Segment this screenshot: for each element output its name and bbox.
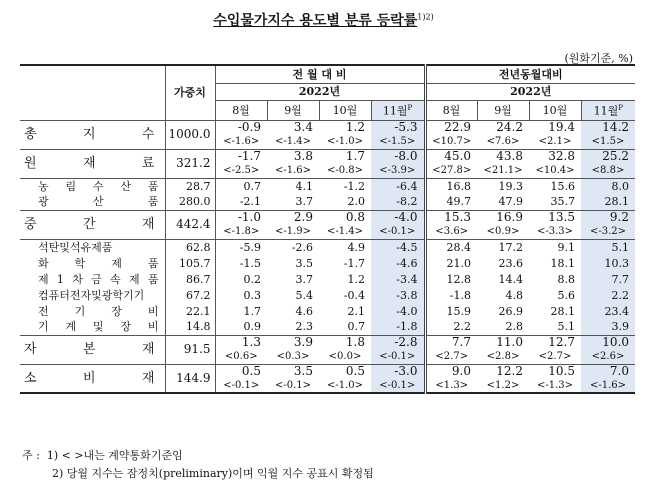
cell-mom-contract: <-1.0> [326, 380, 364, 391]
row-weight: 1000.0 [165, 120, 215, 149]
cell-yoy-contract: <10.7> [425, 135, 477, 149]
cell-yoy: 22.9 [425, 120, 477, 135]
cell-mom: 1.2 [345, 120, 365, 135]
cell-yoy: 28.1 [581, 194, 635, 210]
cell-mom-contract: <-0.1> [371, 225, 425, 239]
cell-yoy: 21.0 [425, 255, 477, 271]
table-row [20, 287, 635, 303]
header-year-mom: 2022년 [215, 83, 425, 100]
cell-yoy: 49.7 [425, 194, 477, 210]
cell-yoy: 8.8 [557, 272, 575, 286]
row-label: 석탄및석유제품 [38, 240, 113, 254]
cell-mom: 4.6 [295, 304, 313, 318]
cell-mom: -4.0 [371, 303, 425, 319]
cell-yoy: 47.9 [498, 195, 523, 209]
cell-yoy: 10.3 [581, 255, 635, 271]
cell-mom-contract: <-0.1> [215, 379, 267, 393]
row-label: 기 계 및 장 비 [38, 320, 159, 334]
footnotes [22, 447, 374, 483]
cell-mom: 2.9 [293, 210, 313, 225]
cell-mom-contract: <0.3> [276, 351, 310, 363]
cell-yoy: 19.3 [498, 179, 523, 193]
cell-mom: 0.7 [215, 178, 267, 194]
cell-mom: -1.0 [215, 210, 267, 225]
cell-mom: -3.0 [371, 364, 425, 379]
cell-yoy: 2.2 [581, 287, 635, 303]
table-row [20, 335, 635, 350]
cell-yoy-contract: <0.9> [486, 226, 520, 238]
cell-yoy: 19.4 [548, 120, 575, 135]
row-weight: 91.5 [165, 335, 215, 364]
row-label: 광 산 품 [38, 195, 159, 209]
cell-yoy-contract: <-3.3> [536, 226, 574, 238]
cell-yoy-contract: <27.8> [425, 164, 477, 178]
cell-yoy: 15.9 [425, 303, 477, 319]
header-blank [20, 65, 165, 120]
header-month: 8월 [215, 100, 267, 120]
header-month: 9월 [477, 100, 529, 120]
cell-mom-contract: <-2.5> [215, 164, 267, 178]
cell-yoy-contract: <2.1> [538, 136, 572, 148]
cell-mom: 3.7 [295, 195, 313, 209]
cell-yoy: 15.3 [425, 210, 477, 225]
cell-yoy-contract: <7.6> [486, 136, 520, 148]
cell-mom: 0.9 [215, 319, 267, 335]
cell-yoy-contract: <2.6> [581, 350, 635, 364]
cell-mom: 1.7 [345, 149, 365, 164]
cell-mom: 3.9 [293, 335, 313, 350]
cell-yoy: 12.8 [425, 271, 477, 287]
cell-mom: 1.7 [215, 303, 267, 319]
header-month: 9월 [267, 100, 319, 120]
cell-yoy-contract: <10.4> [535, 165, 575, 177]
cell-yoy: 5.1 [581, 239, 635, 255]
cell-yoy: 9.2 [581, 210, 635, 225]
cell-mom: -2.6 [291, 240, 313, 254]
row-weight: 144.9 [165, 364, 215, 393]
cell-mom: 4.1 [295, 179, 313, 193]
cell-mom-contract: <-3.9> [371, 164, 425, 178]
row-label: 컴퓨터전자및광학기기 [38, 288, 145, 302]
cell-mom: -1.8 [371, 319, 425, 335]
cell-mom-contract: <-1.4> [326, 226, 364, 238]
cell-yoy-contract: <-3.2> [581, 225, 635, 239]
table-row [20, 210, 635, 225]
footnote-2: 2) 당월 지수는 잠정치(preliminary)이며 익월 지수 공표시 확정됨 [52, 467, 374, 480]
cell-mom: -6.4 [371, 178, 425, 194]
row-label: 화 학 제 품 [38, 256, 159, 270]
cell-mom-contract: <-0.8> [326, 165, 364, 177]
header-weight: 가중치 [165, 65, 215, 120]
cell-mom: 1.2 [347, 272, 365, 286]
cell-mom: -2.8 [371, 335, 425, 350]
cell-yoy-contract: <-1.6> [581, 379, 635, 393]
cell-yoy-contract: <2.8> [486, 351, 520, 363]
cell-mom: -3.8 [371, 287, 425, 303]
cell-mom-contract: <-1.6> [215, 135, 267, 149]
cell-yoy-contract: <1.2> [486, 380, 520, 391]
cell-mom: -2.1 [215, 194, 267, 210]
cell-mom-contract: <-1.5> [371, 135, 425, 149]
cell-yoy: 28.1 [550, 304, 575, 318]
cell-mom-contract: <0.6> [215, 350, 267, 364]
cell-mom: 0.5 [215, 364, 267, 379]
cell-yoy: 5.6 [557, 288, 575, 302]
cell-mom: 5.4 [295, 288, 313, 302]
row-label: 제 1 차 금 속 제 품 [38, 272, 159, 286]
cell-yoy: 9.1 [557, 240, 575, 254]
table-row [20, 364, 635, 379]
cell-mom: -4.0 [371, 210, 425, 225]
header-group-yoy: 전년동월대비 [425, 65, 635, 83]
cell-yoy: 5.1 [557, 320, 575, 334]
table-row [20, 303, 635, 319]
cell-mom-contract: <-1.8> [215, 225, 267, 239]
table-row [20, 149, 635, 164]
table-body [20, 120, 635, 393]
row-weight: 442.4 [165, 210, 215, 239]
unit-label: (원화기준, %) [564, 52, 633, 65]
footnote-1: 주 : 1) < >내는 계약통화기준임 [22, 449, 183, 462]
cell-yoy-contract: <1.5> [581, 135, 635, 149]
cell-mom: 3.5 [293, 364, 313, 379]
cell-mom: -0.9 [215, 120, 267, 135]
cell-yoy: 25.2 [581, 149, 635, 164]
cell-mom: 2.0 [347, 195, 365, 209]
cell-mom: 0.7 [347, 320, 365, 334]
cell-mom-contract: <-0.1> [371, 350, 425, 364]
cell-mom-contract: <-0.1> [371, 379, 425, 393]
cell-yoy: 16.8 [425, 178, 477, 194]
cell-yoy: 3.9 [581, 319, 635, 335]
cell-yoy: 4.8 [505, 288, 523, 302]
cell-yoy: 13.5 [548, 210, 575, 225]
cell-mom: -1.7 [215, 149, 267, 164]
cell-yoy: 24.2 [496, 120, 523, 135]
cell-yoy: 23.6 [498, 256, 523, 270]
cell-mom: -8.2 [371, 194, 425, 210]
cell-yoy: 26.9 [498, 304, 523, 318]
table-row [20, 255, 635, 271]
row-label: 자 본 재 [24, 342, 155, 357]
cell-yoy: 7.7 [425, 335, 477, 350]
cell-yoy: 2.2 [425, 319, 477, 335]
cell-mom-contract: <-1.4> [274, 136, 312, 148]
cell-mom: 0.5 [345, 364, 365, 379]
table-row [20, 194, 635, 210]
cell-mom: -1.7 [343, 256, 365, 270]
cell-yoy: 43.8 [496, 149, 523, 164]
cell-mom: -5.9 [215, 239, 267, 255]
cell-yoy: 12.2 [496, 364, 523, 379]
table-row [20, 120, 635, 135]
header-month: 10월 [529, 100, 581, 120]
cell-yoy: 45.0 [425, 149, 477, 164]
cell-mom: 3.4 [293, 120, 313, 135]
cell-yoy: 35.7 [550, 195, 575, 209]
cell-mom: 3.7 [295, 272, 313, 286]
cell-yoy: 15.6 [550, 179, 575, 193]
table-row [20, 178, 635, 194]
row-label: 중 간 재 [24, 217, 155, 232]
table-row [20, 319, 635, 335]
row-label: 전 기 장 비 [38, 304, 159, 318]
cell-mom: 3.5 [295, 256, 313, 270]
cell-yoy-contract: <3.6> [425, 225, 477, 239]
cell-mom: 0.8 [345, 210, 365, 225]
cell-yoy: 7.7 [581, 271, 635, 287]
row-weight: 14.8 [165, 319, 215, 335]
cell-mom-contract: <-1.9> [274, 226, 312, 238]
cell-mom-contract: <-1.6> [274, 165, 312, 177]
cell-yoy: 10.5 [548, 364, 575, 379]
cell-yoy: 8.0 [581, 178, 635, 194]
cell-yoy-contract: <2.7> [538, 351, 572, 363]
cell-mom: -5.3 [371, 120, 425, 135]
row-weight: 105.7 [165, 255, 215, 271]
cell-yoy: 10.0 [581, 335, 635, 350]
row-label: 농 림 수 산 품 [38, 179, 159, 193]
table-title [0, 10, 647, 30]
cell-yoy: 11.0 [496, 335, 523, 350]
row-weight: 86.7 [165, 271, 215, 287]
cell-yoy: 17.2 [498, 240, 523, 254]
cell-yoy: 2.8 [505, 320, 523, 334]
cell-yoy: 9.0 [425, 364, 477, 379]
cell-yoy-contract: <21.1> [483, 165, 523, 177]
cell-mom-contract: <0.0> [328, 351, 362, 363]
cell-mom: 1.8 [345, 335, 365, 350]
cell-yoy: 14.2 [581, 120, 635, 135]
cell-yoy: 18.1 [550, 256, 575, 270]
cell-mom: -8.0 [371, 149, 425, 164]
cell-mom: -4.5 [371, 239, 425, 255]
row-weight: 62.8 [165, 239, 215, 255]
row-label: 원 재 료 [24, 156, 155, 171]
cell-yoy: 23.4 [581, 303, 635, 319]
cell-yoy: 12.7 [548, 335, 575, 350]
cell-yoy: 28.4 [425, 239, 477, 255]
cell-mom: -1.2 [343, 179, 365, 193]
cell-mom: -4.6 [371, 255, 425, 271]
cell-mom: 0.2 [215, 271, 267, 287]
row-label: 소 비 재 [24, 370, 155, 386]
row-label: 총 지 수 [24, 127, 155, 142]
cell-yoy: 32.8 [548, 149, 575, 164]
cell-mom: 2.1 [347, 304, 365, 318]
title-text: 수입물가지수 용도별 분류 등락률 [213, 13, 418, 29]
row-weight: 280.0 [165, 194, 215, 210]
cell-yoy: 16.9 [496, 210, 523, 225]
header-month: 8월 [425, 100, 477, 120]
header-year-yoy: 2022년 [425, 83, 635, 100]
cell-mom: 0.3 [215, 287, 267, 303]
cell-yoy: 7.0 [581, 364, 635, 379]
row-weight: 67.2 [165, 287, 215, 303]
header-month: 10월 [319, 100, 371, 120]
price-index-table [20, 64, 635, 394]
cell-mom: 2.3 [295, 320, 313, 334]
cell-mom: -3.4 [371, 271, 425, 287]
cell-mom-contract: <-1.0> [326, 136, 364, 148]
row-weight: 22.1 [165, 303, 215, 319]
table-row [20, 239, 635, 255]
cell-mom: 4.9 [347, 240, 365, 254]
header-month-prelim: 11월$^P$ [371, 100, 425, 120]
title-footnote-mark: 1)2) [417, 12, 434, 22]
cell-mom: 3.8 [293, 149, 313, 164]
cell-yoy-contract: <8.8> [581, 164, 635, 178]
row-weight: 321.2 [165, 149, 215, 178]
cell-yoy-contract: <-1.3> [536, 380, 574, 391]
header-month-prelim: 11월$^P$ [581, 100, 635, 120]
cell-mom-contract: <-0.1> [274, 380, 312, 391]
cell-yoy-contract: <2.7> [425, 350, 477, 364]
cell-mom: 1.3 [215, 335, 267, 350]
header-group-mom: 전 월 대 비 [215, 65, 425, 83]
cell-yoy: 14.4 [498, 272, 523, 286]
row-weight: 28.7 [165, 178, 215, 194]
cell-mom: -1.5 [215, 255, 267, 271]
table-row [20, 271, 635, 287]
cell-yoy-contract: <1.3> [425, 379, 477, 393]
cell-mom: -0.4 [343, 288, 365, 302]
cell-yoy: -1.8 [425, 287, 477, 303]
